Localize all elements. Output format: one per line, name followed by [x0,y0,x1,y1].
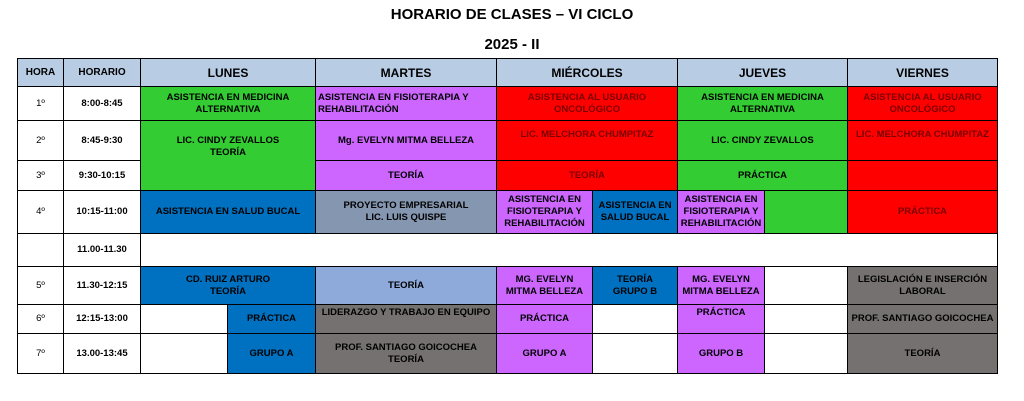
class-cell-viernes [848,161,998,191]
table-row [18,234,998,267]
horario-cell: 12:15-13:00 [64,305,141,334]
class-cell-martes: ASISTENCIA EN FISIOTERAPIA Y REHABILITACIÓN [316,87,497,121]
table-row [18,334,998,374]
horario-cell: 9:30-10:15 [64,161,141,191]
teacher-name: LIC. CINDY ZEVALLOS [176,135,280,146]
class-cell-viernes: PRÁCTICA [848,191,998,234]
class-cell-lunes: ASISTENCIA EN MEDICINA ALTERNATIVA [141,87,316,121]
hora-cell: 3º [18,161,64,191]
session-type: TEORÍA [388,353,424,365]
class-cell-miercoles-b: ASISTENCIA EN SALUD BUCAL [593,191,678,234]
session-type: TEORÍA [210,285,246,297]
class-cell-jueves-a: MG. EVELYN MITMA BELLEZA [678,267,765,305]
class-cell-miercoles-a: GRUPO A [497,334,593,374]
class-cell-lunes-a [141,305,228,334]
table-row [18,121,998,161]
hora-cell: 4º [18,191,64,234]
table-row [18,305,998,334]
class-cell-miercoles: ASISTENCIA AL USUARIO ONCOLÓGICO [497,87,678,121]
class-cell-jueves-b [765,267,848,305]
schedule-subtitle: 2025 - II [484,36,540,53]
hora-cell: 7º [18,334,64,374]
class-cell-miercoles-a: PRÁCTICA [497,305,593,334]
class-cell-jueves: ASISTENCIA EN MEDICINA ALTERNATIVA [678,87,848,121]
schedule-table [17,58,998,374]
class-cell-lunes: ASISTENCIA EN SALUD BUCAL [141,191,316,234]
class-cell-miercoles-b [593,267,678,305]
horario-cell: 13.00-13:45 [64,334,141,374]
class-cell-miercoles: LIC. MELCHORA CHUMPITAZ [497,121,678,161]
class-cell-lunes [141,121,316,191]
session-type: TEORÍA [617,273,653,285]
horario-cell: 11.30-12:15 [64,267,141,305]
class-cell-miercoles-b [593,305,678,334]
class-cell-miercoles-a: ASISTENCIA EN FISIOTERAPIA Y REHABILITACIÓN [497,191,593,234]
class-cell-martes [316,334,497,374]
col-martes: MARTES [316,59,497,87]
class-cell-jueves-b [765,305,848,334]
hora-cell: 2º [18,121,64,161]
class-cell-viernes: LIC. MELCHORA CHUMPITAZ [848,121,998,161]
col-viernes: VIERNES [848,59,998,87]
col-lunes: LUNES [141,59,316,87]
horario-cell: 11.00-11.30 [64,234,141,267]
hora-cell: 6º [18,305,64,334]
class-cell-miercoles-a: MG. EVELYN MITMA BELLEZA [497,267,593,305]
class-cell-jueves-a: ASISTENCIA EN FISIOTERAPIA Y REHABILITACIÓN [678,191,765,234]
col-jueves: JUEVES [678,59,848,87]
hora-cell: 1º [18,87,64,121]
teacher-name: LIC. LUIS QUISPE [365,212,447,223]
class-cell-martes: Mg. EVELYN MITMA BELLEZA [316,121,497,161]
class-cell-jueves-b [765,334,848,374]
col-miercoles: MIÉRCOLES [497,59,678,87]
class-cell-martes: TEORÍA [316,267,497,305]
horario-cell: 8:45-9:30 [64,121,141,161]
break-cell [141,234,998,267]
col-horario: HORARIO [64,59,141,87]
class-cell-martes [316,191,497,234]
horario-cell: 8:00-8:45 [64,87,141,121]
hora-cell: 5º [18,267,64,305]
class-cell-martes: TEORÍA [316,161,497,191]
col-hora: HORA [18,59,64,87]
horario-cell: 10:15-11:00 [64,191,141,234]
header-row [18,59,998,87]
session-type: TEORÍA [210,147,246,158]
class-cell-lunes [141,267,316,305]
class-cell-lunes-b: GRUPO A [228,334,316,374]
class-cell-jueves: PRÁCTICA [678,161,848,191]
class-cell-jueves-b [765,191,848,234]
class-cell-viernes: LEGISLACIÓN E INSERCIÓN LABORAL [848,267,998,305]
teacher-name: CD. RUIZ ARTURO [185,273,271,285]
table-row [18,267,998,305]
class-cell-viernes: TEORÍA [848,334,998,374]
table-row [18,191,998,234]
table-row [18,87,998,121]
course-name: PROYECTO EMPRESARIAL [343,200,469,211]
group-label: GRUPO B [612,285,658,297]
schedule-title: HORARIO DE CLASES – VI CICLO [390,6,634,23]
class-cell-lunes-a [141,334,228,374]
class-cell-jueves: LIC. CINDY ZEVALLOS [678,121,848,161]
class-cell-martes: LIDERAZGO Y TRABAJO EN EQUIPO [316,305,497,334]
class-cell-lunes-b: PRÁCTICA [228,305,316,334]
class-cell-miercoles-b [593,334,678,374]
teacher-name: PROF. SANTIAGO GOICOCHEA [335,341,477,353]
class-cell-viernes: ASISTENCIA AL USUARIO ONCOLÓGICO [848,87,998,121]
class-cell-miercoles: TEORÍA [497,161,678,191]
class-cell-jueves-a: PRÁCTICA [678,305,765,334]
hora-cell [18,234,64,267]
class-cell-viernes: PROF. SANTIAGO GOICOCHEA [848,305,998,334]
class-cell-jueves-a: GRUPO B [678,334,765,374]
